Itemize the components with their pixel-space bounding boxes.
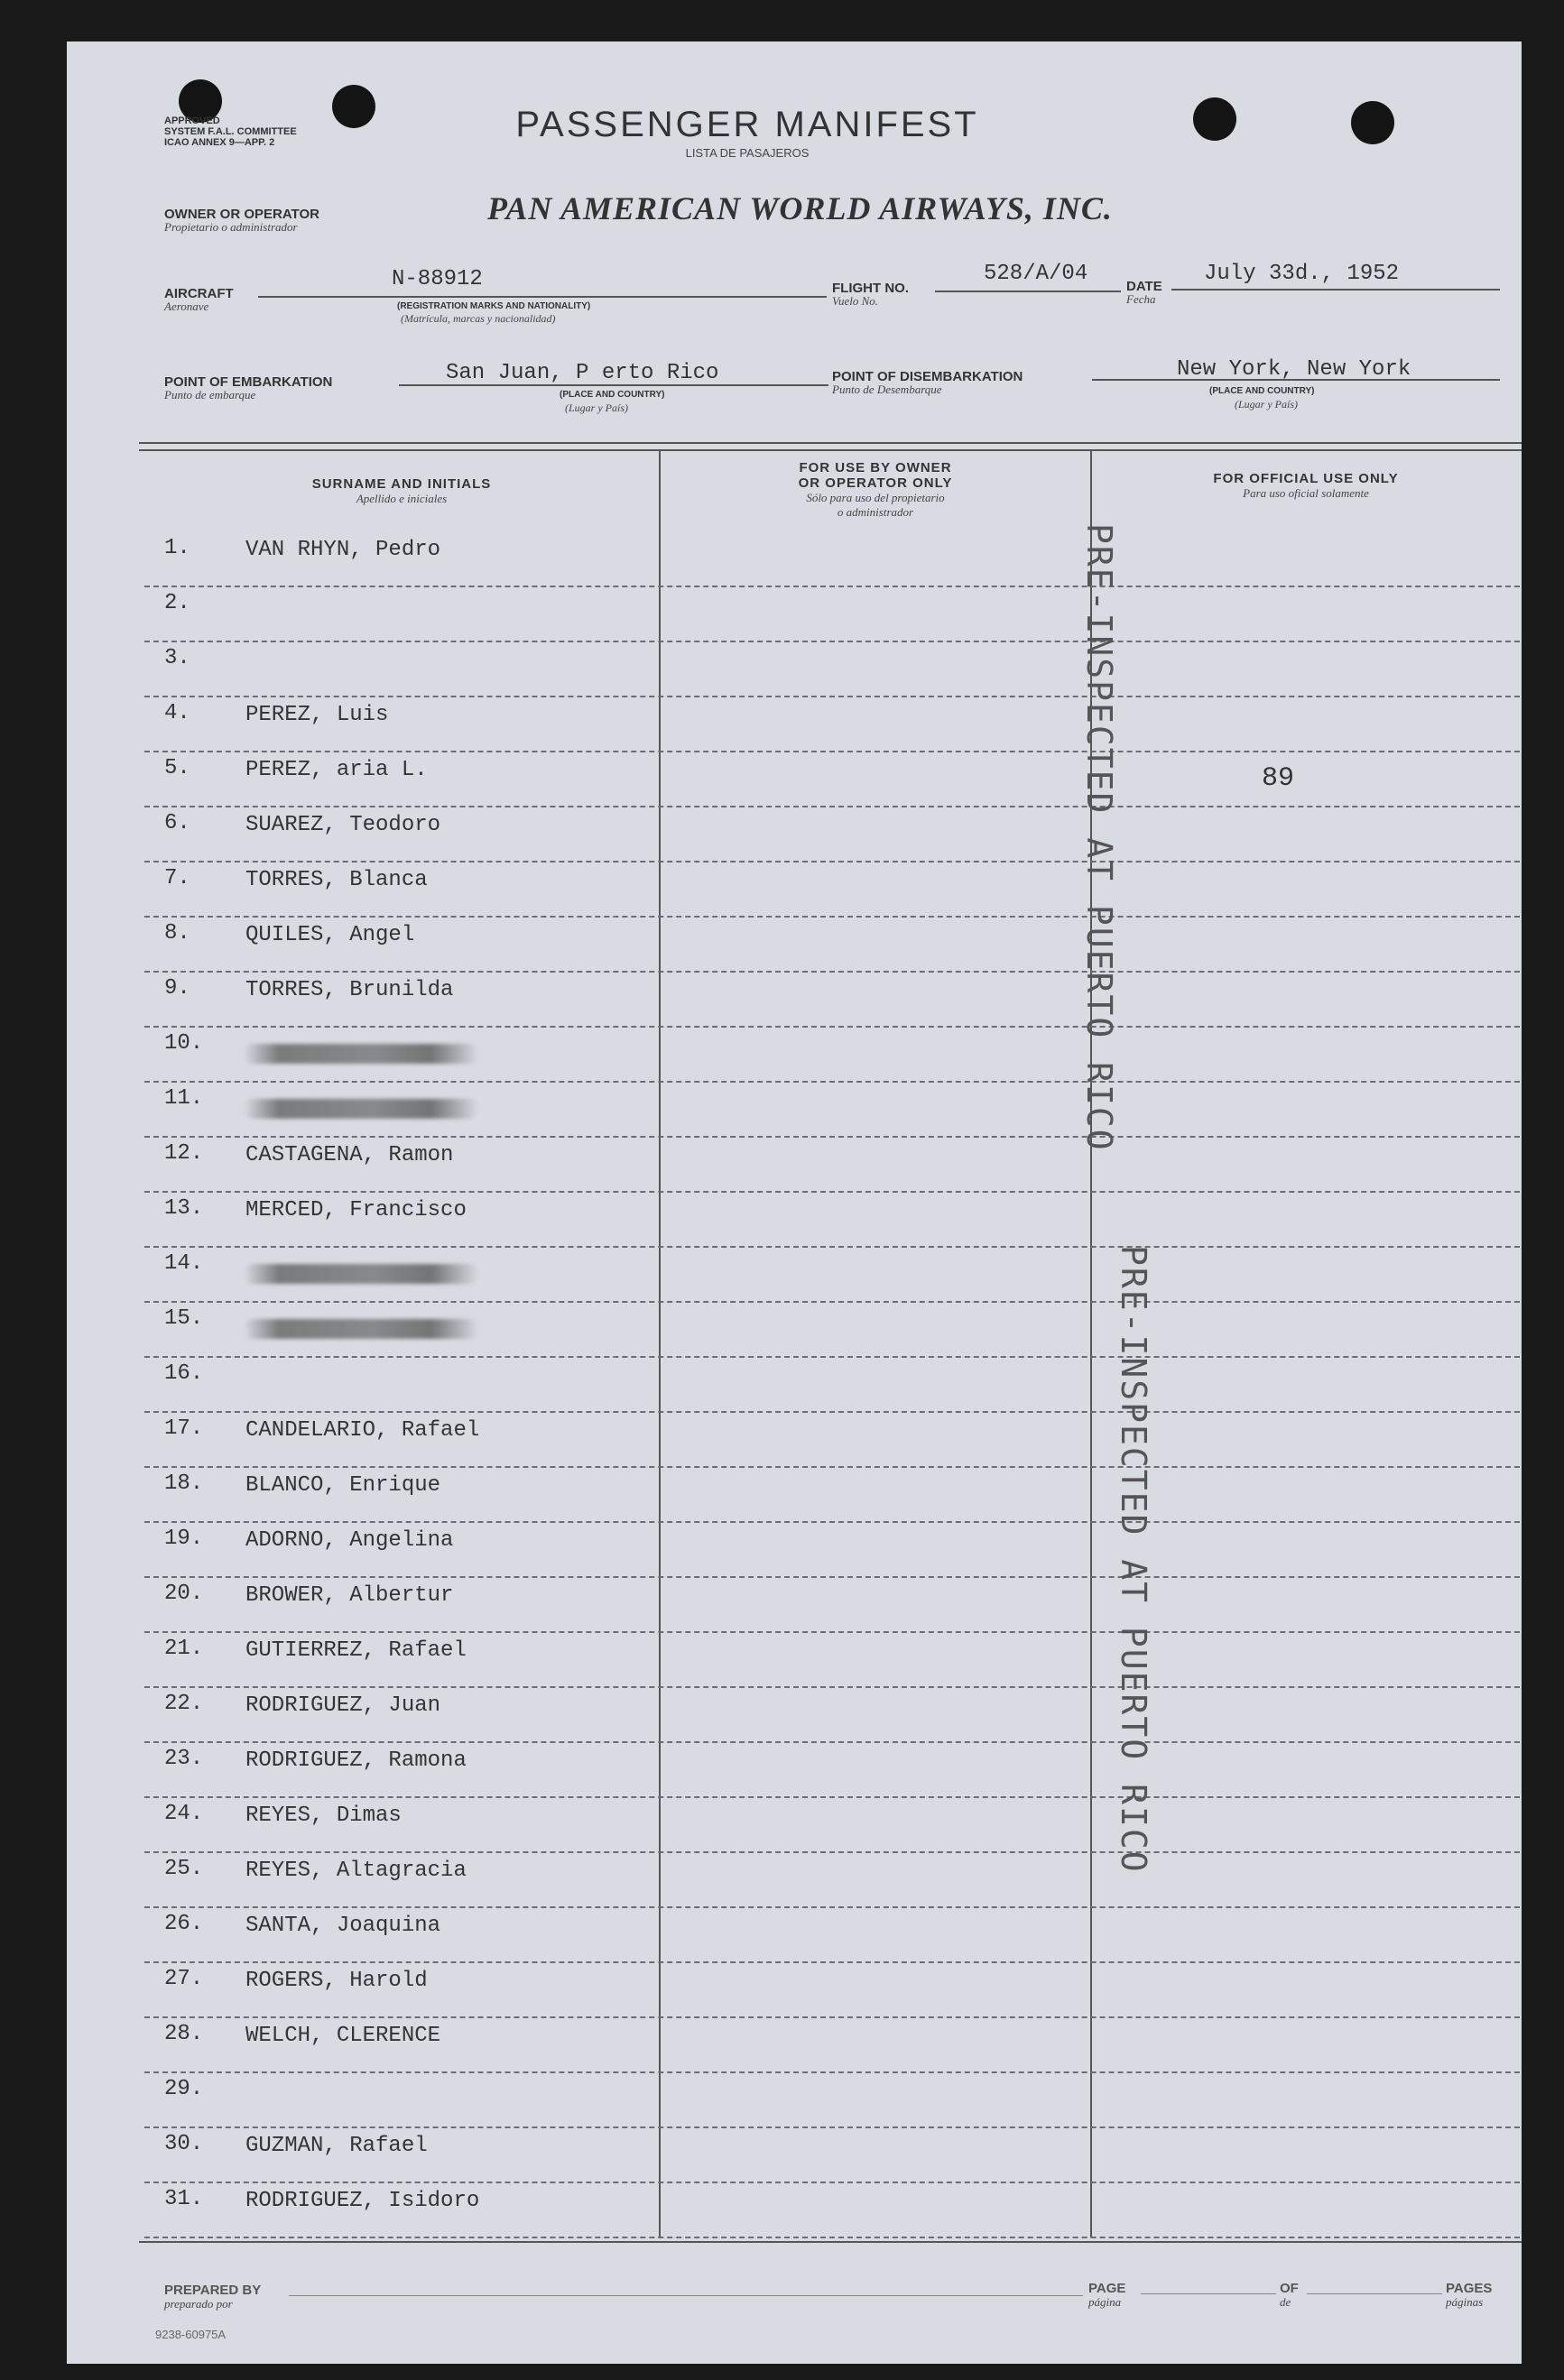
passenger-name: REYES, Altagracia [245, 1859, 467, 1883]
embark-label-es: Punto de embarque [164, 388, 256, 401]
owner-label-block [164, 208, 319, 233]
pages-label-block [1446, 2281, 1492, 2308]
passenger-name: TORRES, Blanca [245, 868, 428, 892]
date-value: July 33d., 1952 [1204, 262, 1400, 286]
table-row [144, 1358, 1520, 1413]
redacted-name [244, 1044, 478, 1064]
passenger-name: GUZMAN, Rafael [245, 2134, 428, 2158]
of-label-block [1280, 2281, 1299, 2308]
preinspected-stamp: PRE-INSPECTED AT PUERTO RICO [1114, 1245, 1153, 1874]
row-number: 7. [164, 866, 190, 890]
row-number: 9. [164, 976, 190, 1001]
row-number: 14. [164, 1251, 204, 1276]
row-number: 3. [164, 646, 190, 670]
row-number: 17. [164, 1416, 204, 1441]
flight-label: FLIGHT NO. [832, 281, 909, 296]
row-number: 24. [164, 1802, 204, 1826]
page-label-es: página [1088, 2295, 1122, 2309]
row-number: 12. [164, 1141, 204, 1166]
passenger-name: GUTIERREZ, Rafael [245, 1638, 467, 1663]
passenger-name: TORRES, Brunilda [245, 978, 454, 1002]
owner-label-es: Propietario o administrador [164, 220, 298, 234]
page-subtitle: LISTA DE PASAJEROS [685, 146, 810, 160]
row-number: 13. [164, 1196, 204, 1221]
row-number: 8. [164, 921, 190, 946]
table-row [144, 1193, 1520, 1248]
table-row [144, 1083, 1520, 1138]
row-number: 31. [164, 2187, 204, 2211]
owner-label: OWNER OR OPERATOR [164, 207, 319, 222]
date-label-block [1126, 280, 1162, 305]
row-number: 23. [164, 1747, 204, 1771]
table-row [144, 532, 1520, 587]
passenger-name: VAN RHYN, Pedro [245, 538, 441, 562]
aircraft-note-es: (Matrícula, marcas y nacionalidad) [401, 312, 556, 325]
aircraft-note: (REGISTRATION MARKS AND NATIONALITY) [397, 301, 591, 311]
table-row [144, 863, 1520, 918]
prepared-by-underline [289, 2295, 1083, 2296]
page-label-block [1088, 2281, 1125, 2308]
page-label: PAGE [1088, 2281, 1126, 2296]
table-row [144, 1248, 1520, 1303]
flight-label-es: Vuelo No. [832, 294, 879, 308]
disembark-label-block [832, 370, 1023, 395]
of-label: OF [1280, 2281, 1299, 2296]
form-number: 9238-60975A [155, 2328, 227, 2341]
row-number: 30. [164, 2132, 204, 2156]
passenger-name: SUAREZ, Teodoro [245, 813, 441, 837]
row-number: 25. [164, 1857, 204, 1881]
aircraft-label-es: Aeronave [164, 300, 209, 313]
column-header-official [1094, 471, 1518, 501]
flight-value: 528/A/04 [984, 262, 1088, 286]
flight-underline [935, 291, 1121, 292]
row-number: 2. [164, 591, 190, 615]
approved-line: APPROVED [164, 115, 220, 126]
passenger-name: WELCH, CLERENCE [245, 2024, 441, 2048]
table-row [144, 1523, 1520, 1578]
passenger-name: REYES, Dimas [245, 1803, 402, 1828]
row-number: 22. [164, 1692, 204, 1716]
table-row [144, 1743, 1520, 1798]
punch-hole [1193, 97, 1236, 141]
table-row [144, 1853, 1520, 1908]
page-underline [1141, 2293, 1276, 2294]
row-number: 1. [164, 536, 190, 560]
punch-hole [332, 85, 375, 128]
row-number: 28. [164, 2022, 204, 2046]
date-label-es: Fecha [1126, 292, 1156, 306]
passenger-name: PEREZ, Luis [245, 703, 389, 727]
date-underline [1171, 289, 1500, 291]
redacted-name [244, 1319, 478, 1339]
table-top-rule [139, 449, 1522, 451]
aircraft-value: N-88912 [392, 267, 483, 291]
table-row [144, 2128, 1520, 2183]
column-header-owner [661, 460, 1090, 520]
table-row [144, 918, 1520, 973]
table-row [144, 2073, 1520, 2128]
table-row [144, 1688, 1520, 1743]
table-row [144, 1468, 1520, 1523]
aircraft-underline [258, 296, 827, 298]
row-number: 15. [164, 1306, 204, 1331]
table-row [144, 642, 1520, 697]
table-row [144, 2183, 1520, 2238]
disembark-label-es: Punto de Desembarque [832, 383, 942, 396]
owner-use-header-2: OR OPERATOR ONLY [798, 475, 953, 491]
row-number: 16. [164, 1361, 204, 1386]
column-header-surname [144, 476, 659, 506]
owner-use-header-1: FOR USE BY OWNER [799, 460, 952, 475]
table-row [144, 1303, 1520, 1358]
passenger-name: QUILES, Angel [245, 923, 415, 947]
prepared-by-label: PREPARED BY [164, 2283, 262, 2298]
passenger-name: SANTA, Joaquina [245, 1914, 441, 1938]
passenger-name: ROGERS, Harold [245, 1969, 428, 1993]
passenger-name: BROWER, Albertur [245, 1583, 454, 1608]
punch-hole [1351, 101, 1394, 144]
approved-block [164, 115, 297, 148]
row-number: 26. [164, 1912, 204, 1936]
table-row [144, 1413, 1520, 1468]
official-use-header-es: Para uso oficial solamente [1243, 486, 1369, 500]
passenger-name: ADORNO, Angelina [245, 1528, 454, 1553]
disembark-note-es: (Lugar y País) [1235, 398, 1298, 411]
pages-label-es: páginas [1446, 2295, 1484, 2309]
passenger-name: RODRIGUEZ, Isidoro [245, 2189, 480, 2213]
date-label: DATE [1126, 279, 1162, 294]
table-row [144, 587, 1520, 642]
row-number: 10. [164, 1031, 204, 1056]
embark-value: San Juan, P erto Rico [446, 361, 719, 385]
row-number: 29. [164, 2077, 204, 2101]
passenger-name: RODRIGUEZ, Juan [245, 1693, 441, 1718]
table-row [144, 1138, 1520, 1193]
row-rule [144, 2237, 1520, 2238]
table-row [144, 1908, 1520, 1963]
disembark-value: New York, New York [1177, 357, 1411, 382]
passenger-name: CANDELARIO, Rafael [245, 1418, 480, 1443]
aircraft-label: AIRCRAFT [164, 286, 234, 301]
passenger-name: PEREZ, aria L. [245, 758, 428, 782]
embark-label: POINT OF EMBARKATION [164, 374, 333, 390]
row-number: 18. [164, 1471, 204, 1496]
embark-note-es: (Lugar y País) [565, 401, 628, 414]
prepared-by-label-es: preparado por [164, 2297, 233, 2311]
pages-label: PAGES [1446, 2281, 1493, 2296]
owner-use-header-es-2: o administrador [837, 505, 914, 519]
table-row [144, 1578, 1520, 1633]
row-number: 19. [164, 1527, 204, 1551]
flight-label-block [832, 281, 909, 307]
prepared-by-block [164, 2283, 261, 2310]
row-number: 11. [164, 1086, 204, 1111]
table-row [144, 2018, 1520, 2073]
table-row [144, 1798, 1520, 1853]
of-underline [1307, 2293, 1442, 2294]
surname-header-es: Apellido e iniciales [356, 492, 448, 505]
table-row [144, 1963, 1520, 2018]
table-row [144, 1028, 1520, 1083]
surname-header: SURNAME AND INITIALS [311, 476, 492, 492]
row-number: 21. [164, 1637, 204, 1661]
passenger-name: RODRIGUEZ, Ramona [245, 1748, 467, 1773]
row-number: 4. [164, 701, 190, 725]
redacted-name [244, 1264, 478, 1284]
disembark-note: (PLACE AND COUNTRY) [1209, 386, 1315, 396]
official-note: 89 [1262, 763, 1295, 794]
company-name: PAN AMERICAN WORLD AIRWAYS, INC. [487, 190, 1113, 226]
table-top-rule [139, 442, 1522, 444]
of-label-es: de [1280, 2295, 1291, 2309]
table-row [144, 807, 1520, 863]
owner-use-header-es-1: Sólo para uso del propietario [806, 491, 945, 504]
approved-line: ICAO ANNEX 9—APP. 2 [164, 137, 275, 148]
redacted-name [244, 1099, 478, 1119]
preinspected-stamp: PRE-INSPECTED AT PUERTO RICO [1079, 523, 1119, 1152]
table-row [144, 973, 1520, 1028]
passenger-name: MERCED, Francisco [245, 1198, 467, 1222]
row-number: 27. [164, 1967, 204, 1991]
official-use-header: FOR OFFICIAL USE ONLY [1213, 471, 1399, 486]
passenger-name: BLANCO, Enrique [245, 1473, 441, 1498]
passenger-name: CASTAGENA, Ramon [245, 1143, 454, 1167]
table-bottom-rule [139, 2241, 1522, 2243]
embark-label-block [164, 375, 332, 401]
aircraft-label-block [164, 287, 234, 312]
table-row [144, 752, 1520, 807]
disembark-label: POINT OF DISEMBARKATION [832, 369, 1023, 384]
table-row [144, 1633, 1520, 1688]
page-title: PASSENGER MANIFEST [515, 105, 979, 144]
row-number: 6. [164, 811, 190, 835]
approved-line: SYSTEM F.A.L. COMMITTEE [164, 126, 297, 137]
embark-note: (PLACE AND COUNTRY) [560, 390, 665, 400]
row-number: 5. [164, 756, 190, 780]
table-row [144, 697, 1520, 752]
row-number: 20. [164, 1582, 204, 1606]
